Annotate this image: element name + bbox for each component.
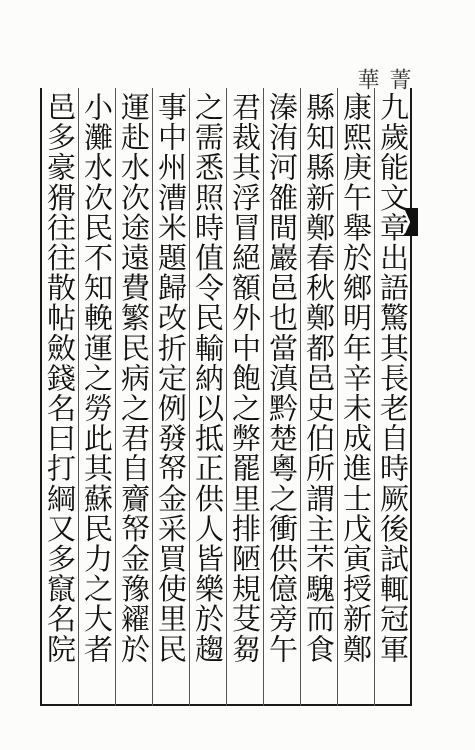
text-column-9: 小灘水次民不知輓運之勞此其蘇民力之大者 <box>80 92 114 664</box>
text-column-10: 邑多豪猾往往散帖斂錢名曰打綱又多竄名院 <box>43 92 77 664</box>
text-column-3: 縣知縣新鄭春秋鄭都邑史伯所謂主芣騩而食 <box>302 92 336 664</box>
text-column-6: 之需悉照時值令民輸納以抵正供人皆樂於趨 <box>191 92 225 664</box>
text-column-7: 事中州漕米題歸改折定例發帑金采買使里民 <box>154 92 188 664</box>
text-column-2: 康熙庚午舉於鄉明年辛未成進士戊寅授新鄭 <box>339 92 373 664</box>
page-header-text: 菁華 <box>354 68 411 90</box>
text-column-8: 運赴水次途遠費繁民病之君自齎帑金豫糴於 <box>117 92 151 664</box>
text-column-5: 君裁其浮冒絕額外中飽之弊罷里排陋規芟芻 <box>228 92 262 664</box>
text-column-4: 溱洧河雒間巖邑也當滇黔楚粵之衝供億旁午 <box>265 92 299 664</box>
text-column-1: 九歲能文章出語驚其長老自時厥後試輒冠軍 <box>376 92 410 664</box>
